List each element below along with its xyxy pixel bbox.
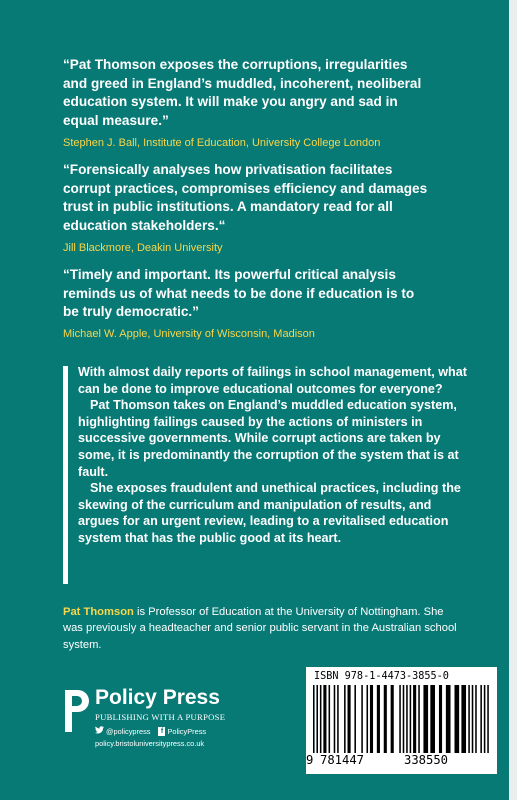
barcode-digit-prefix: 9 [306, 753, 314, 767]
isbn-barcode-box [306, 667, 497, 774]
barcode-bar [484, 685, 486, 753]
twitter-handle: @policypress [106, 726, 151, 736]
barcode-bar [334, 685, 336, 753]
author-bio-text: is Professor of Education at the University of Nottingham. She was previously a headteacher and senior public servant in the Australian school system. [63, 606, 457, 651]
barcode-bar [370, 685, 373, 753]
barcode-bar [410, 685, 412, 753]
barcode-bar [461, 685, 466, 753]
quote-line: education stakeholders.“ [63, 217, 226, 233]
barcode-digits-right: 338550 [404, 753, 449, 767]
quote-line: reminds us of what needs to be done if education is to [63, 285, 415, 301]
barcode-bar [480, 685, 482, 753]
barcode-bar [439, 685, 442, 753]
publisher-socials [95, 726, 206, 737]
quote-line: education system. It will make you angry and sad in [63, 94, 398, 109]
barcode-bar [468, 685, 470, 753]
barcode-bar [472, 685, 474, 753]
barcode-bar [377, 685, 380, 753]
barcode-bar [399, 685, 401, 753]
endorsement-quote-3 [63, 266, 463, 322]
policy-press-logo-icon [63, 688, 89, 734]
barcode-bar [329, 685, 331, 753]
quote-line: “Pat Thomson exposes the corruptions, irregularities [63, 57, 408, 72]
page-edge [509, 0, 517, 800]
endorsement-attribution-3: Michael W. Apple, University of Wisconsin, Madison [63, 328, 315, 340]
barcode-bar [316, 685, 318, 753]
barcode-bar [323, 685, 326, 753]
publisher-url: policy.bristoluniversitypress.co.uk [95, 739, 205, 748]
publisher-name: Policy Press [95, 686, 220, 709]
barcode-bar [366, 685, 368, 753]
barcode-bar [403, 685, 405, 753]
quote-line: “Forensically analyses how privatisation facilitates [63, 162, 393, 177]
barcode-bar [384, 685, 387, 753]
barcode-bar [475, 685, 477, 753]
quote-line: be truly democratic.” [63, 304, 199, 319]
barcode-bar [406, 685, 408, 753]
barcode-bar [418, 685, 420, 753]
isbn-label: ISBN 978-1-4473-3855-0 [314, 671, 449, 682]
quote-line: and greed in England’s muddled, incoherent, neoliberal [63, 75, 422, 91]
barcode-bar [430, 685, 435, 753]
blurb-accent-bar [63, 366, 68, 584]
facebook-handle: PolicyPress [167, 726, 207, 736]
barcode-bar [337, 685, 339, 753]
barcode-bar [391, 685, 394, 753]
barcode-bar [423, 685, 428, 753]
blurb-lead: With almost daily reports of failings in school management, what can be done to improve educational outcomes for everyone? [78, 365, 467, 396]
barcode-bar [413, 685, 416, 753]
endorsement-attribution-1: Stephen J. Ball, Institute of Education, University College London [63, 137, 381, 149]
quote-line: corrupt practices, compromises efficiency and damages [63, 180, 428, 196]
barcode-bar [344, 685, 346, 753]
barcode-bar [361, 685, 363, 753]
barcode-bar [320, 685, 322, 753]
blurb-paragraph: She exposes fraudulent and unethical practices, including the skewing of the curriculum and manipulation of results, and argues for an urgent review, leading to a revitalised education system that has the public good at its heart. [78, 481, 461, 545]
blurb-paragraph: Pat Thomson takes on England’s muddled education system, highlighting failings caused by the actions of ministers in successive governments. While corrupt actions are taken by some, it is predominantly the corruption of the system that is at fault. [78, 398, 459, 479]
quote-line: trust in public institutions. A mandatory read for all [63, 199, 393, 214]
barcode-bar [348, 685, 351, 753]
quote-line: “Timely and important. Its powerful critical analysis [63, 267, 396, 282]
book-blurb [78, 364, 473, 547]
author-bio [63, 604, 463, 653]
endorsement-attribution-2: Jill Blackmore, Deakin University [63, 242, 223, 254]
barcode-bar [454, 685, 459, 753]
endorsement-quote-1 [63, 56, 463, 130]
quote-line: equal measure.” [63, 112, 169, 128]
barcode [313, 685, 489, 753]
twitter-icon [95, 726, 106, 737]
barcode-bar [446, 685, 451, 753]
barcode-bar [487, 685, 489, 753]
author-name: Pat Thomson [63, 606, 134, 618]
barcode-bar [313, 685, 315, 753]
facebook-icon: f [158, 727, 165, 736]
endorsement-quote-2 [63, 161, 463, 235]
barcode-bar [354, 685, 356, 753]
publisher-tagline: PUBLISHING WITH A PURPOSE [95, 712, 226, 722]
barcode-digits-left: 781447 [320, 753, 365, 767]
